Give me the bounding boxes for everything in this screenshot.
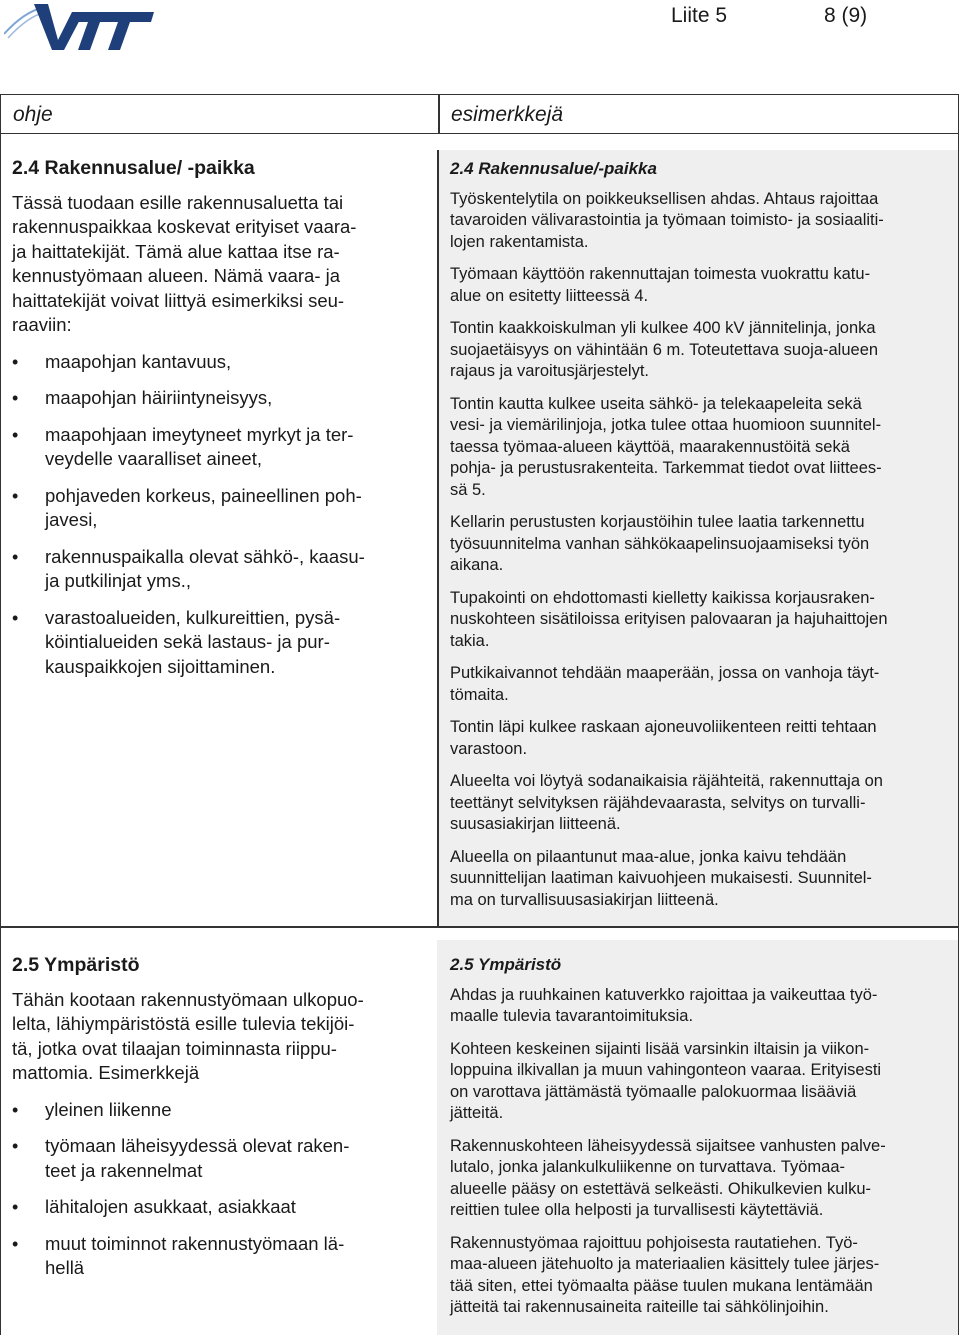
example-paragraph: Tontin läpi kulkee raskaan ajoneuvoliikenteen reitti tehtaan varastoon. [450, 718, 877, 758]
example-paragraph: Alueelta voi löytyä sodanaikaisia räjähteitä, rakennuttaja on teettänyt selvityksen räjähdevaarasta, selvitys on turvalli- suusasiakirjan liitteenä. [450, 772, 883, 833]
section-24-intro: Tässä tuodaan esille rakennusaluetta tai rakennuspaikkaa koskevat erityiset vaara- ja haittatekijät. Tämä alue kattaa itse ra- kennustyömaan alueen. Nämä vaara- ja haittatekijät voivat liittyä esimerkiksi seu- raaviin: [12, 191, 357, 335]
list-item: • rakennuspaikalla olevat sähkö-, kaasu- ja putkilinjat yms., [12, 545, 417, 594]
example-paragraph: Ahdas ja ruuhkainen katuverkko rajoittaa ja vaikeuttaa työ- maalle tulevia tavarantoimituksia. [450, 985, 878, 1025]
section-25-heading: 2.5 Ympäristö [12, 954, 140, 976]
vtt-logo [4, 2, 154, 52]
list-item: • lähitalojen asukkaat, asiakkaat [12, 1195, 417, 1220]
example-paragraph: Rakennustyömaa rajoittuu pohjoisesta rautatiehen. Työ- maa-alueen jätehuolto ja materiaalien käsittely tulee järjes- tää siten, ettei työmaalta pääse tuulen mukana lentämään jätteitä tai rakennusaineita raiteille tai sähkölinjoihin. [450, 1233, 880, 1316]
column-divider [437, 150, 439, 927]
section-24-heading: 2.4 Rakennusalue/ -paikka [12, 157, 255, 179]
section-24-examples [450, 158, 950, 922]
example-paragraph: Rakennuskohteen läheisyydessä sijaitsee vanhusten palve- lutalo, jonka jalankulkuliikenne on turvattava. Työmaa- alueelle pääsy on estettävä selkeästi. Ohikulkevien kulku- reittien tulee olla helposti ja turvallisesti käytettäviä. [450, 1136, 886, 1219]
example-paragraph: Kohteen keskeinen sijainti lisää varsinkin iltaisin ja viikon- loppuina ilkivallan ja muun vahingonteon vaaraa. Erityisesti on varottava jättämästä työmaalle palokuormaa lisääviä jätteitä. [450, 1039, 882, 1122]
example-paragraph: Työskentelytila on poikkeuksellisen ahdas. Ahtaus rajoittaa tavaroiden välivarastointia ja työmaan toimisto- ja sosiaaliti- lojen rakentamista. [450, 189, 884, 251]
section-24-guidance [12, 156, 417, 691]
list-item: • työmaan läheisyydessä olevat raken- teet ja rakennelmat [12, 1134, 417, 1183]
example-paragraph: Putkikaivannot tehdään maaperään, jossa on vanhoja täyt- tömaita. [450, 664, 880, 704]
example-paragraph: Työmaan käyttöön rakennuttajan toimesta vuokrattu katu- alue on esitetty liitteessä 4. [450, 265, 871, 305]
section-divider [0, 926, 959, 928]
section-25-example-heading: 2.5 Ympäristö [450, 955, 562, 974]
list-item: • maapohjaan imeytyneet myrkyt ja ter- veydelle vaaralliset aineet, [12, 423, 417, 472]
example-paragraph: Alueella on pilaantunut maa-alue, jonka kaivu tehdään suunnittelijan laatiman kaivuohjeen mukaisesti. Suunnitel- ma on turvallisuusasiakirjan liitteenä. [450, 847, 872, 909]
example-paragraph: Tupakointi on ehdottomasti kielletty kaikissa korjausraken- nuskohteen sisätiloissa erityisen palovaaran ja hajuhaittojen takia. [450, 588, 888, 650]
section-25-guidance [12, 953, 417, 1293]
list-item: • muut toiminnot rakennustyömaan lä- hellä [12, 1232, 417, 1281]
column-header-examples: esimerkkejä [451, 103, 564, 126]
list-item: • yleinen liikenne [12, 1098, 417, 1123]
section-25-examples [450, 954, 950, 1330]
section-24-list [12, 350, 417, 680]
section-25-list [12, 1098, 417, 1281]
example-paragraph: Tontin kautta kulkee useita sähkö- ja telekaapeleita sekä vesi- ja viemärilinjoja, jotka tulee ottaa huomioon suunnitel- taessa työmaa-alueen käyttöä, maarakennustöitä sekä pohja- ja perustusrakenteita. Tarkemmat tiedot ovat liittees- sä 5. [450, 394, 882, 499]
list-item: • pohjaveden korkeus, paineellinen poh- javesi, [12, 484, 417, 533]
section-24-example-heading: 2.4 Rakennusalue/-paikka [450, 159, 657, 178]
list-item: • varastoalueiden, kulkureittien, pysä- köintialueiden sekä lastaus- ja pur- kauspaikkojen sijoittaminen. [12, 606, 417, 680]
section-25-intro: Tähän kootaan rakennustyömaan ulkopuo- lelta, lähiympäristöstä esille tulevia tekijöi- tä, jotka ovat tilaajan toiminnasta riippu- mattomia. Esimerkkejä [12, 988, 364, 1083]
list-item: • maapohjan kantavuus, [12, 350, 417, 375]
page-number: 8 (9) [824, 4, 868, 27]
example-paragraph: Kellarin perustusten korjaustöihin tulee laatia tarkennettu työsuunnitelma vanhan sähkökaapelinsuojaamiseksi työn aikana. [450, 513, 870, 574]
column-header-guidance: ohje [13, 103, 53, 126]
example-paragraph: Tontin kaakkoiskulman yli kulkee 400 kV jännitelinja, jonka suojaetäisyys on vähintään 6 m. Toteutettava suoja-alueen rajaus ja varoitusjärjestelyt. [450, 319, 879, 380]
appendix-label: Liite 5 [671, 4, 728, 27]
table-header-row [1, 95, 958, 134]
list-item: • maapohjan häiriintyneisyys, [12, 386, 417, 411]
